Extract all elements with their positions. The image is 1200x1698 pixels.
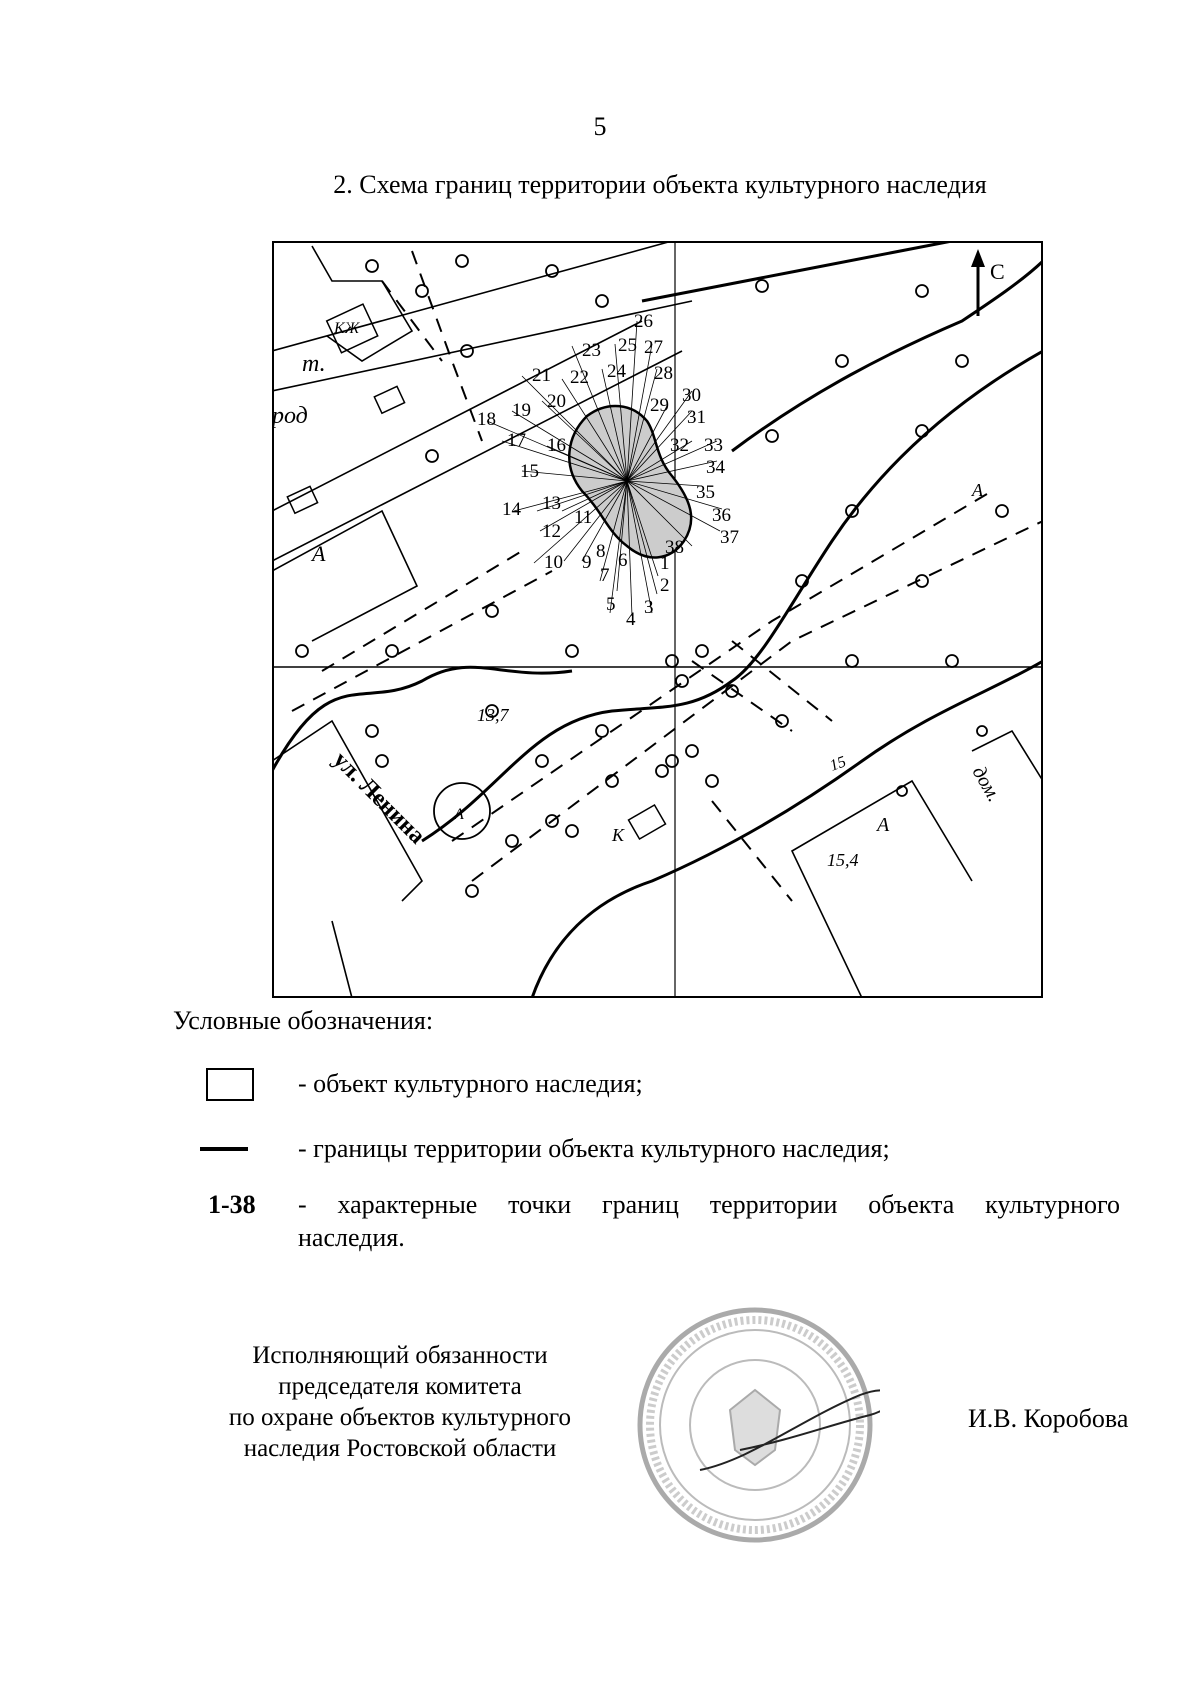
point-label: 1 bbox=[660, 553, 670, 574]
legend-item-points: - характерные точки границ территории объекта культурного bbox=[298, 1190, 1120, 1219]
page-number: 5 bbox=[593, 112, 607, 141]
point-label: 3 bbox=[644, 597, 654, 618]
point-label: 38 bbox=[665, 537, 684, 558]
point-label: 9 bbox=[582, 552, 592, 573]
point-label: 35 bbox=[696, 482, 715, 503]
point-label: 8 bbox=[596, 541, 606, 562]
point-label: 22 bbox=[570, 367, 589, 388]
point-label: 5 bbox=[606, 594, 616, 615]
map-label-15: 15 bbox=[827, 753, 849, 775]
point-label: 28 bbox=[654, 363, 673, 384]
legend-item-boundary: - границы территории объекта культурного наследия; bbox=[298, 1134, 890, 1163]
signer-name: И.В. Коробова bbox=[968, 1404, 1129, 1433]
signature-stroke bbox=[700, 1390, 880, 1470]
point-label: 10 bbox=[544, 552, 563, 573]
point-label: 11 bbox=[574, 507, 593, 528]
point-label: 34 bbox=[706, 457, 725, 478]
point-label: 20 bbox=[547, 391, 566, 412]
map-label-a: А bbox=[972, 480, 983, 500]
legend-title: Условные обозначения: bbox=[173, 1006, 434, 1035]
map-label-t: т. bbox=[302, 351, 326, 377]
point-label: 17 bbox=[507, 430, 526, 451]
signer-position-line: Исполняющий обязанности bbox=[252, 1342, 548, 1369]
point-label: 29 bbox=[650, 395, 669, 416]
map-label-a: А bbox=[312, 541, 326, 566]
scheme-title: 2. Схема границ территории объекта культурного наследия bbox=[333, 170, 987, 199]
point-label: 16 bbox=[547, 435, 566, 456]
point-label: 21 bbox=[532, 365, 551, 386]
signer-position bbox=[190, 1340, 610, 1464]
point-label: 4 bbox=[626, 609, 636, 630]
legend-item-object: - объект культурного наследия; bbox=[298, 1069, 643, 1098]
legend-symbol-points: 1-38 bbox=[208, 1190, 256, 1219]
map-label-k: К bbox=[612, 825, 624, 845]
point-label: 7 bbox=[600, 565, 610, 586]
point-label: 36 bbox=[712, 505, 731, 526]
point-label: 31 bbox=[687, 407, 706, 428]
map-label-kzh: КЖ bbox=[334, 320, 360, 337]
signer-position-line: председателя комитета bbox=[278, 1373, 522, 1400]
point-label: 2 bbox=[660, 575, 670, 596]
signer-position-line: наследия Ростовской области bbox=[243, 1435, 557, 1462]
point-label: 26 bbox=[634, 311, 653, 332]
point-label: 14 bbox=[502, 499, 521, 520]
point-label: 19 bbox=[512, 400, 531, 421]
point-label: 30 bbox=[682, 385, 701, 406]
point-label: 32 bbox=[670, 435, 689, 456]
legend-symbol-object bbox=[206, 1068, 254, 1101]
point-label: 24 bbox=[607, 361, 626, 382]
point-label: 23 bbox=[582, 340, 601, 361]
north-label: С bbox=[990, 259, 1005, 284]
point-label: 33 bbox=[704, 435, 723, 456]
signer-position-line: по охране объектов культурного bbox=[228, 1404, 572, 1431]
legend-item-points-cont: наследия. bbox=[298, 1223, 405, 1252]
point-label: 12 bbox=[542, 521, 561, 542]
official-seal bbox=[630, 1300, 880, 1550]
map-label-dom: дом. bbox=[967, 762, 1006, 806]
elevation-label: 15,4 bbox=[827, 850, 859, 870]
map-label-a: А bbox=[877, 814, 890, 836]
map-label-a: А bbox=[454, 806, 464, 823]
legend-symbol-boundary-line bbox=[200, 1147, 248, 1151]
elevation-label: 13,7 bbox=[477, 705, 509, 725]
street-label: ул. Ленина bbox=[327, 746, 431, 850]
point-label: 37 bbox=[720, 527, 739, 548]
point-label: 6 bbox=[618, 550, 628, 571]
cadastral-map bbox=[272, 241, 1043, 998]
point-label: 15 bbox=[520, 461, 539, 482]
point-label: 13 bbox=[542, 493, 561, 514]
point-label: 25 bbox=[618, 335, 637, 356]
point-label: 18 bbox=[477, 409, 496, 430]
point-label: 27 bbox=[644, 337, 663, 358]
map-label-rod: род bbox=[272, 403, 308, 429]
